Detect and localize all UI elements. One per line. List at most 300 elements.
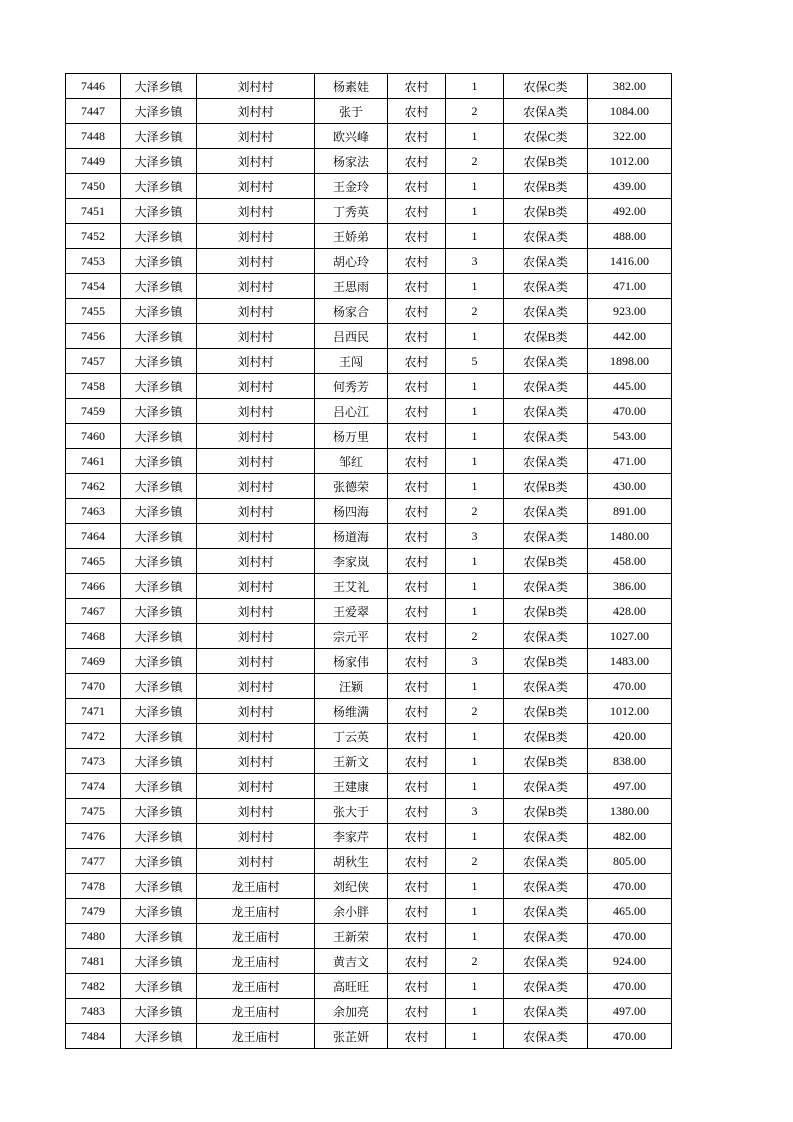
table-cell-name: 杨素娃	[315, 74, 388, 99]
table-cell-amount: 1084.00	[588, 99, 672, 124]
table-cell-category: 农保B类	[504, 799, 588, 824]
table-cell-town: 大泽乡镇	[121, 599, 197, 624]
table-row	[66, 199, 672, 224]
table-cell-count: 1	[446, 824, 504, 849]
table-cell-amount: 439.00	[588, 174, 672, 199]
table-cell-category: 农保B类	[504, 149, 588, 174]
table-cell-town: 大泽乡镇	[121, 624, 197, 649]
table-cell-town: 大泽乡镇	[121, 399, 197, 424]
table-cell-town: 大泽乡镇	[121, 574, 197, 599]
table-cell-name: 丁云英	[315, 724, 388, 749]
table-row	[66, 249, 672, 274]
table-cell-row-id: 7451	[66, 199, 121, 224]
table-cell-category: 农保A类	[504, 624, 588, 649]
table-cell-amount: 1898.00	[588, 349, 672, 374]
table-cell-amount: 420.00	[588, 724, 672, 749]
table-cell-row-id: 7463	[66, 499, 121, 524]
table-cell-row-id: 7481	[66, 949, 121, 974]
table-cell-row-id: 7457	[66, 349, 121, 374]
table-cell-count: 2	[446, 624, 504, 649]
table-row	[66, 974, 672, 999]
table-cell-village: 刘村村	[197, 724, 315, 749]
table-cell-town: 大泽乡镇	[121, 674, 197, 699]
table-cell-village: 刘村村	[197, 424, 315, 449]
table-cell-category: 农保A类	[504, 424, 588, 449]
table-cell-village: 刘村村	[197, 849, 315, 874]
table-cell-type: 农村	[388, 149, 446, 174]
table-cell-category: 农保A类	[504, 999, 588, 1024]
table-cell-count: 1	[446, 749, 504, 774]
table-cell-count: 1	[446, 674, 504, 699]
table-cell-town: 大泽乡镇	[121, 449, 197, 474]
table-cell-count: 1	[446, 324, 504, 349]
table-cell-village: 刘村村	[197, 149, 315, 174]
table-cell-type: 农村	[388, 124, 446, 149]
table-cell-row-id: 7476	[66, 824, 121, 849]
table-cell-type: 农村	[388, 224, 446, 249]
table-cell-town: 大泽乡镇	[121, 924, 197, 949]
table-cell-count: 1	[446, 124, 504, 149]
table-cell-count: 1	[446, 374, 504, 399]
table-cell-amount: 924.00	[588, 949, 672, 974]
table-cell-name: 杨家伟	[315, 649, 388, 674]
table-cell-amount: 497.00	[588, 774, 672, 799]
table-cell-name: 王建康	[315, 774, 388, 799]
table-row	[66, 949, 672, 974]
table-row	[66, 574, 672, 599]
table-row	[66, 774, 672, 799]
table-cell-type: 农村	[388, 624, 446, 649]
table-cell-count: 2	[446, 949, 504, 974]
table-cell-type: 农村	[388, 674, 446, 699]
table-cell-name: 王娇弟	[315, 224, 388, 249]
table-cell-amount: 1480.00	[588, 524, 672, 549]
table-cell-amount: 430.00	[588, 474, 672, 499]
table-cell-count: 3	[446, 649, 504, 674]
table-cell-type: 农村	[388, 974, 446, 999]
table-cell-type: 农村	[388, 799, 446, 824]
table-cell-village: 龙王庙村	[197, 974, 315, 999]
table-cell-count: 1	[446, 774, 504, 799]
table-cell-count: 1	[446, 924, 504, 949]
table-cell-row-id: 7465	[66, 549, 121, 574]
table-cell-type: 农村	[388, 424, 446, 449]
table-cell-count: 1	[446, 174, 504, 199]
table-cell-type: 农村	[388, 1024, 446, 1049]
table-cell-town: 大泽乡镇	[121, 874, 197, 899]
table-cell-town: 大泽乡镇	[121, 949, 197, 974]
table-row	[66, 74, 672, 99]
table-cell-category: 农保A类	[504, 974, 588, 999]
table-cell-amount: 838.00	[588, 749, 672, 774]
table-cell-name: 黄吉文	[315, 949, 388, 974]
table-cell-count: 2	[446, 699, 504, 724]
table-row	[66, 624, 672, 649]
table-cell-town: 大泽乡镇	[121, 474, 197, 499]
table-cell-amount: 445.00	[588, 374, 672, 399]
table-row	[66, 424, 672, 449]
table-cell-row-id: 7448	[66, 124, 121, 149]
table-cell-count: 1	[446, 974, 504, 999]
table-cell-amount: 471.00	[588, 449, 672, 474]
table-cell-name: 何秀芳	[315, 374, 388, 399]
table-cell-category: 农保B类	[504, 324, 588, 349]
table-cell-row-id: 7464	[66, 524, 121, 549]
table-cell-type: 农村	[388, 774, 446, 799]
table-cell-row-id: 7480	[66, 924, 121, 949]
table-cell-town: 大泽乡镇	[121, 74, 197, 99]
table-cell-village: 龙王庙村	[197, 924, 315, 949]
table-row	[66, 599, 672, 624]
table-cell-village: 刘村村	[197, 249, 315, 274]
table-cell-amount: 470.00	[588, 674, 672, 699]
table-cell-amount: 322.00	[588, 124, 672, 149]
table-cell-type: 农村	[388, 399, 446, 424]
table-cell-village: 刘村村	[197, 649, 315, 674]
table-cell-type: 农村	[388, 599, 446, 624]
table-cell-category: 农保A类	[504, 274, 588, 299]
table-cell-name: 王新荣	[315, 924, 388, 949]
table-cell-row-id: 7459	[66, 399, 121, 424]
table-cell-amount: 470.00	[588, 924, 672, 949]
table-cell-name: 胡心玲	[315, 249, 388, 274]
table-row	[66, 849, 672, 874]
table-cell-category: 农保A类	[504, 899, 588, 924]
table-cell-row-id: 7471	[66, 699, 121, 724]
table-row	[66, 749, 672, 774]
table-cell-village: 刘村村	[197, 499, 315, 524]
table-cell-type: 农村	[388, 74, 446, 99]
table-cell-type: 农村	[388, 899, 446, 924]
table-cell-name: 杨道海	[315, 524, 388, 549]
table-cell-category: 农保B类	[504, 699, 588, 724]
table-cell-village: 刘村村	[197, 699, 315, 724]
table-cell-town: 大泽乡镇	[121, 549, 197, 574]
table-cell-row-id: 7450	[66, 174, 121, 199]
table-cell-type: 农村	[388, 874, 446, 899]
table-cell-name: 胡秋生	[315, 849, 388, 874]
table-cell-town: 大泽乡镇	[121, 749, 197, 774]
table-cell-town: 大泽乡镇	[121, 174, 197, 199]
table-cell-village: 刘村村	[197, 224, 315, 249]
table-cell-type: 农村	[388, 699, 446, 724]
table-cell-town: 大泽乡镇	[121, 99, 197, 124]
table-cell-type: 农村	[388, 274, 446, 299]
table-cell-village: 刘村村	[197, 99, 315, 124]
table-cell-row-id: 7473	[66, 749, 121, 774]
table-cell-name: 杨万里	[315, 424, 388, 449]
table-row	[66, 499, 672, 524]
table-cell-village: 刘村村	[197, 349, 315, 374]
table-row	[66, 799, 672, 824]
table-cell-amount: 386.00	[588, 574, 672, 599]
table-cell-count: 2	[446, 849, 504, 874]
table-cell-amount: 1012.00	[588, 699, 672, 724]
table-cell-name: 张德荣	[315, 474, 388, 499]
table-cell-village: 龙王庙村	[197, 899, 315, 924]
table-cell-type: 农村	[388, 824, 446, 849]
table-cell-town: 大泽乡镇	[121, 1024, 197, 1049]
table-cell-category: 农保A类	[504, 224, 588, 249]
table-row	[66, 174, 672, 199]
table-cell-type: 农村	[388, 649, 446, 674]
table-row	[66, 699, 672, 724]
table-cell-category: 农保A类	[504, 824, 588, 849]
table-cell-town: 大泽乡镇	[121, 149, 197, 174]
table-cell-village: 刘村村	[197, 449, 315, 474]
table-cell-category: 农保A类	[504, 849, 588, 874]
table-row	[66, 724, 672, 749]
table-row	[66, 99, 672, 124]
table-cell-name: 余小胖	[315, 899, 388, 924]
table-cell-count: 1	[446, 224, 504, 249]
table-cell-village: 刘村村	[197, 549, 315, 574]
table-cell-amount: 428.00	[588, 599, 672, 624]
table-cell-name: 余加亮	[315, 999, 388, 1024]
table-cell-town: 大泽乡镇	[121, 249, 197, 274]
table-row	[66, 999, 672, 1024]
table-cell-count: 2	[446, 149, 504, 174]
table-cell-category: 农保A类	[504, 574, 588, 599]
table-cell-count: 1	[446, 999, 504, 1024]
table-cell-category: 农保A类	[504, 674, 588, 699]
table-cell-amount: 1012.00	[588, 149, 672, 174]
table-cell-type: 农村	[388, 574, 446, 599]
table-row	[66, 474, 672, 499]
table-cell-town: 大泽乡镇	[121, 224, 197, 249]
table-cell-count: 2	[446, 299, 504, 324]
table-cell-row-id: 7479	[66, 899, 121, 924]
table-cell-village: 刘村村	[197, 374, 315, 399]
table-cell-amount: 1483.00	[588, 649, 672, 674]
table-cell-row-id: 7467	[66, 599, 121, 624]
table-row	[66, 399, 672, 424]
table-cell-name: 杨家法	[315, 149, 388, 174]
table-cell-count: 1	[446, 1024, 504, 1049]
table-cell-count: 1	[446, 449, 504, 474]
table-cell-name: 张芷妍	[315, 1024, 388, 1049]
table-cell-name: 李家芹	[315, 824, 388, 849]
table-cell-village: 刘村村	[197, 199, 315, 224]
table-cell-village: 龙王庙村	[197, 949, 315, 974]
table-row	[66, 524, 672, 549]
table-cell-row-id: 7452	[66, 224, 121, 249]
table-cell-type: 农村	[388, 999, 446, 1024]
table-cell-name: 王艾礼	[315, 574, 388, 599]
table-cell-count: 1	[446, 899, 504, 924]
table-cell-amount: 543.00	[588, 424, 672, 449]
table-cell-row-id: 7482	[66, 974, 121, 999]
table-row	[66, 224, 672, 249]
table-cell-row-id: 7483	[66, 999, 121, 1024]
table-cell-row-id: 7461	[66, 449, 121, 474]
table-cell-amount: 497.00	[588, 999, 672, 1024]
table-cell-amount: 465.00	[588, 899, 672, 924]
table-cell-town: 大泽乡镇	[121, 724, 197, 749]
table-cell-name: 杨家合	[315, 299, 388, 324]
table-cell-row-id: 7458	[66, 374, 121, 399]
table-cell-type: 农村	[388, 99, 446, 124]
table-cell-amount: 488.00	[588, 224, 672, 249]
table-cell-name: 宗元平	[315, 624, 388, 649]
table-cell-count: 2	[446, 499, 504, 524]
table-cell-town: 大泽乡镇	[121, 999, 197, 1024]
table-cell-village: 刘村村	[197, 324, 315, 349]
table-cell-row-id: 7462	[66, 474, 121, 499]
table-cell-row-id: 7449	[66, 149, 121, 174]
table-cell-town: 大泽乡镇	[121, 824, 197, 849]
table-row	[66, 924, 672, 949]
table-cell-amount: 470.00	[588, 874, 672, 899]
table-cell-type: 农村	[388, 349, 446, 374]
table-cell-count: 1	[446, 474, 504, 499]
table-cell-town: 大泽乡镇	[121, 299, 197, 324]
table-cell-category: 农保A类	[504, 924, 588, 949]
table-cell-village: 刘村村	[197, 624, 315, 649]
table-cell-row-id: 7470	[66, 674, 121, 699]
table-row	[66, 299, 672, 324]
table-cell-row-id: 7475	[66, 799, 121, 824]
table-cell-type: 农村	[388, 249, 446, 274]
table-cell-row-id: 7455	[66, 299, 121, 324]
table-body	[66, 74, 672, 1049]
table-cell-category: 农保B类	[504, 599, 588, 624]
table-cell-category: 农保A类	[504, 1024, 588, 1049]
table-cell-town: 大泽乡镇	[121, 524, 197, 549]
table-cell-count: 3	[446, 249, 504, 274]
table-cell-name: 张大于	[315, 799, 388, 824]
table-cell-category: 农保A类	[504, 399, 588, 424]
table-cell-category: 农保A类	[504, 299, 588, 324]
table-cell-name: 王闯	[315, 349, 388, 374]
table-cell-category: 农保A类	[504, 499, 588, 524]
table-cell-village: 刘村村	[197, 599, 315, 624]
table-row	[66, 824, 672, 849]
table-cell-name: 王金玲	[315, 174, 388, 199]
table-cell-count: 1	[446, 424, 504, 449]
table-cell-amount: 470.00	[588, 974, 672, 999]
table-row	[66, 374, 672, 399]
table-cell-village: 刘村村	[197, 299, 315, 324]
table-cell-village: 刘村村	[197, 274, 315, 299]
table-cell-row-id: 7468	[66, 624, 121, 649]
table-cell-village: 刘村村	[197, 749, 315, 774]
table-cell-type: 农村	[388, 499, 446, 524]
table-row	[66, 324, 672, 349]
table-cell-type: 农村	[388, 849, 446, 874]
table-cell-village: 龙王庙村	[197, 874, 315, 899]
table-cell-town: 大泽乡镇	[121, 774, 197, 799]
table-cell-amount: 1027.00	[588, 624, 672, 649]
table-cell-category: 农保A类	[504, 374, 588, 399]
table-cell-village: 刘村村	[197, 399, 315, 424]
table-cell-amount: 382.00	[588, 74, 672, 99]
table-cell-count: 1	[446, 724, 504, 749]
table-cell-name: 邹红	[315, 449, 388, 474]
table-cell-count: 1	[446, 399, 504, 424]
table-cell-type: 农村	[388, 324, 446, 349]
table-cell-village: 刘村村	[197, 74, 315, 99]
table-cell-category: 农保B类	[504, 174, 588, 199]
table-cell-count: 1	[446, 549, 504, 574]
table-cell-name: 高旺旺	[315, 974, 388, 999]
table-cell-row-id: 7454	[66, 274, 121, 299]
table-row	[66, 274, 672, 299]
table-cell-amount: 492.00	[588, 199, 672, 224]
table-cell-amount: 470.00	[588, 1024, 672, 1049]
table-cell-type: 农村	[388, 949, 446, 974]
table-cell-category: 农保B类	[504, 474, 588, 499]
table-cell-town: 大泽乡镇	[121, 974, 197, 999]
table-cell-amount: 470.00	[588, 399, 672, 424]
table-cell-category: 农保B类	[504, 549, 588, 574]
table-row	[66, 649, 672, 674]
table-cell-village: 刘村村	[197, 174, 315, 199]
table-cell-count: 5	[446, 349, 504, 374]
table-cell-row-id: 7469	[66, 649, 121, 674]
table-cell-amount: 458.00	[588, 549, 672, 574]
table-cell-town: 大泽乡镇	[121, 124, 197, 149]
table-cell-town: 大泽乡镇	[121, 849, 197, 874]
table-cell-row-id: 7472	[66, 724, 121, 749]
table-cell-category: 农保A类	[504, 949, 588, 974]
table-cell-town: 大泽乡镇	[121, 799, 197, 824]
table-cell-village: 刘村村	[197, 674, 315, 699]
table-row	[66, 349, 672, 374]
table-cell-town: 大泽乡镇	[121, 374, 197, 399]
table-cell-type: 农村	[388, 724, 446, 749]
table-cell-row-id: 7446	[66, 74, 121, 99]
table-row	[66, 874, 672, 899]
table-cell-name: 李家岚	[315, 549, 388, 574]
table-cell-category: 农保B类	[504, 649, 588, 674]
table-cell-name: 王爱翠	[315, 599, 388, 624]
table-cell-count: 1	[446, 874, 504, 899]
table-cell-type: 农村	[388, 749, 446, 774]
table-row	[66, 449, 672, 474]
table-cell-amount: 1380.00	[588, 799, 672, 824]
table-cell-amount: 442.00	[588, 324, 672, 349]
table-cell-name: 杨维满	[315, 699, 388, 724]
table-cell-type: 农村	[388, 174, 446, 199]
table-cell-name: 刘纪侠	[315, 874, 388, 899]
table-cell-town: 大泽乡镇	[121, 424, 197, 449]
table-cell-type: 农村	[388, 299, 446, 324]
table-cell-count: 3	[446, 799, 504, 824]
table-cell-village: 刘村村	[197, 774, 315, 799]
table-cell-count: 1	[446, 274, 504, 299]
table-cell-town: 大泽乡镇	[121, 274, 197, 299]
table-cell-count: 2	[446, 99, 504, 124]
table-cell-town: 大泽乡镇	[121, 199, 197, 224]
table-cell-name: 欧兴峰	[315, 124, 388, 149]
table-row	[66, 1024, 672, 1049]
table-cell-amount: 805.00	[588, 849, 672, 874]
table-row	[66, 149, 672, 174]
table-cell-count: 1	[446, 74, 504, 99]
table-cell-row-id: 7466	[66, 574, 121, 599]
table-cell-type: 农村	[388, 199, 446, 224]
table-cell-town: 大泽乡镇	[121, 349, 197, 374]
table-cell-category: 农保C类	[504, 74, 588, 99]
table-row	[66, 674, 672, 699]
table-cell-village: 刘村村	[197, 574, 315, 599]
table-cell-count: 1	[446, 574, 504, 599]
table-cell-category: 农保A类	[504, 249, 588, 274]
table-cell-name: 王新文	[315, 749, 388, 774]
table-cell-name: 杨四海	[315, 499, 388, 524]
table-cell-row-id: 7453	[66, 249, 121, 274]
